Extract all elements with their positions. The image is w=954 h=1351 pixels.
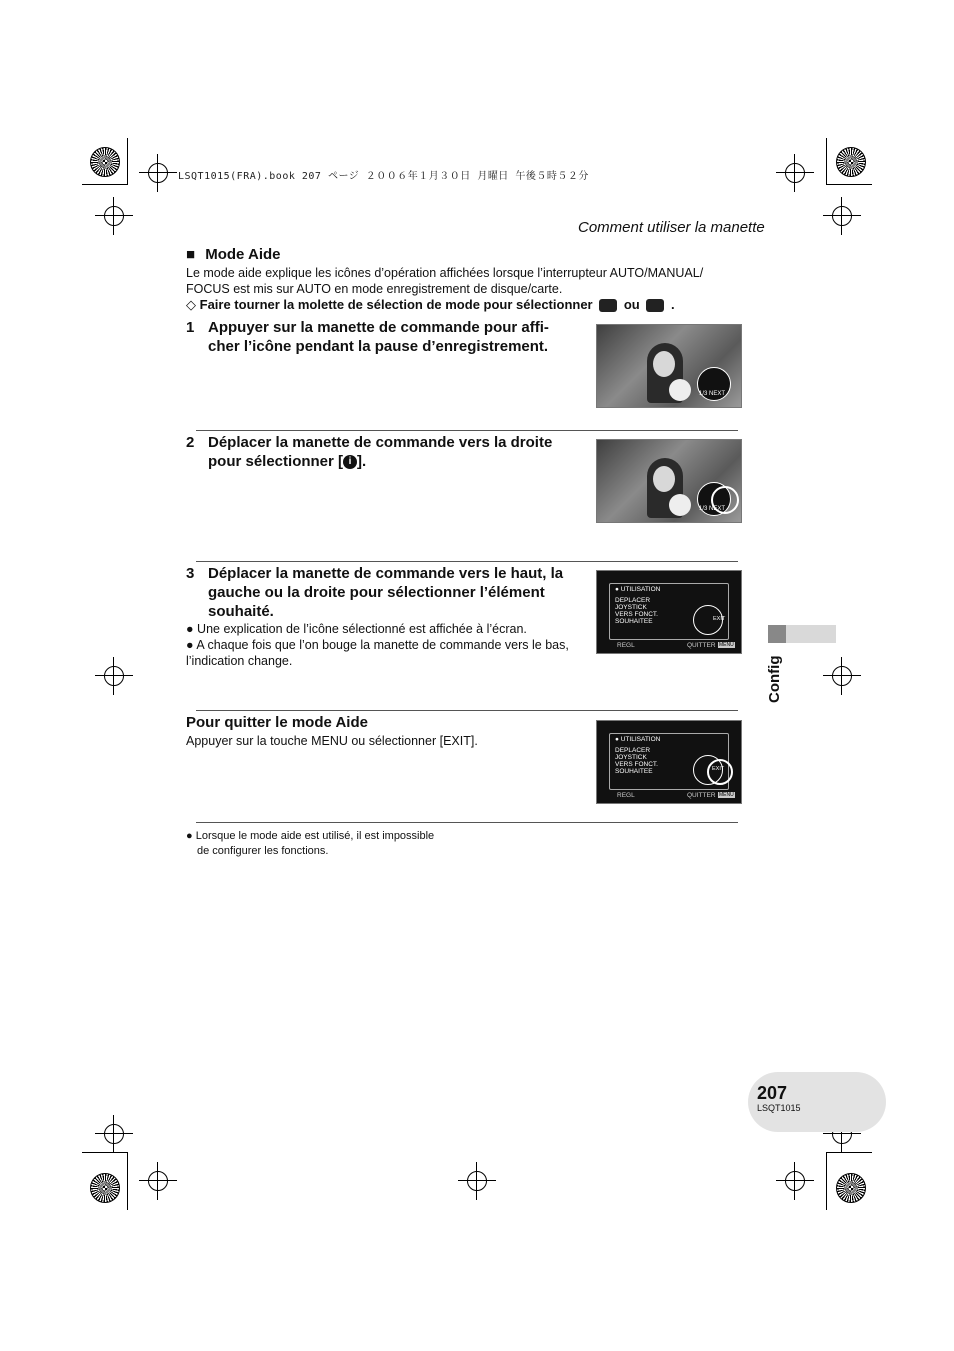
- menu-item: JOYSTICK: [615, 604, 647, 611]
- step-3-bullet-2: [186, 637, 586, 669]
- registration-sunburst-bottom-right: [836, 1173, 866, 1203]
- next-label: 1/3 NEXT: [699, 506, 726, 512]
- registration-sunburst-top-left: [90, 147, 120, 177]
- divider: [196, 430, 738, 431]
- crop-mark: [127, 138, 128, 185]
- photo-camera-icon: [646, 299, 664, 312]
- section-intro: Le mode aide explique les icônes d’opération affichées lorsque l’interrupteur AUTO/MANUAL/ FOCUS est mis sur AUTO en mode enregistrement de disque/carte.: [186, 266, 704, 296]
- side-tab-marker: [768, 625, 786, 643]
- step-2-text: [208, 433, 588, 471]
- crop-mark: [826, 138, 827, 185]
- crosshair-mark: [148, 1171, 168, 1191]
- square-bullet-icon: ■: [186, 246, 196, 263]
- next-label: 1/3 NEXT: [699, 391, 726, 397]
- menu-tag: MENU: [719, 792, 734, 798]
- menu-item: VERS FONCT.: [615, 611, 658, 618]
- crosshair-mark: [785, 163, 805, 183]
- section-title: [186, 246, 281, 263]
- quit-screen-image: [596, 720, 742, 804]
- menu-left-footer: REGL: [617, 792, 635, 799]
- menu-item: DEPLACER: [615, 747, 651, 754]
- step-2-screen-image: [596, 439, 742, 523]
- info-icon: i: [343, 455, 357, 469]
- crop-mark: [127, 1152, 128, 1210]
- note-line-2: de configurer les fonctions.: [197, 845, 329, 857]
- step-3-bullet-1: [186, 621, 586, 637]
- crosshair-mark: [104, 206, 124, 226]
- registration-sunburst-bottom-left: [90, 1173, 120, 1203]
- page-number: 207: [757, 1083, 788, 1103]
- crosshair-mark: [148, 163, 168, 183]
- exit-label: EXIT: [713, 616, 726, 622]
- face-shape: [653, 351, 675, 377]
- divider: [196, 561, 738, 562]
- menu-right-footer: QUITTER: [687, 792, 716, 799]
- exit-label: EXIT: [712, 766, 725, 772]
- quit-text: Appuyer sur la touche MENU ou sélectionner [EXIT].: [186, 734, 478, 748]
- side-tab: [768, 625, 836, 643]
- bullet-text: Une explication de l’icône sélectionné est affichée à l’écran.: [197, 622, 527, 636]
- step-1-text: Appuyer sur la manette de commande pour affi- cher l’icône pendant la pause d’enregistrement.: [208, 319, 549, 355]
- crosshair-mark: [467, 1171, 487, 1191]
- step-1-number: 1: [186, 319, 195, 336]
- crop-mark: [826, 1152, 827, 1210]
- step-3-text: Déplacer la manette de commande vers le haut, la gauche ou la droite pour sélectionner l’élément souhaité.: [208, 565, 564, 620]
- menu-title: ● UTILISATION: [615, 736, 661, 743]
- page-code: LSQT1015: [757, 1103, 801, 1113]
- crosshair-mark: [104, 666, 124, 686]
- running-header: Comment utiliser la manette: [578, 219, 765, 236]
- registration-sunburst-top-right: [836, 147, 866, 177]
- menu-item: DEPLACER: [615, 597, 651, 604]
- step-3-number: 3: [186, 565, 195, 582]
- step-1-screen-image: [596, 324, 742, 408]
- precondition-text: Faire tourner la molette de sélection de mode pour sélectionner: [199, 297, 593, 312]
- divider: [196, 822, 738, 823]
- bullet-text: A chaque fois que l’on bouge la manette de commande vers le bas, l’indication change.: [186, 638, 569, 668]
- menu-item: SOUHAITEE: [615, 618, 653, 625]
- crosshair-mark: [104, 1124, 124, 1144]
- bullet-icon: ●: [186, 830, 193, 842]
- crosshair-mark: [832, 206, 852, 226]
- step-2-text-end: ].: [357, 453, 367, 470]
- quit-title: Pour quitter le mode Aide: [186, 714, 368, 731]
- print-header: LSQT1015(FRA).book 207 ページ ２００６年１月３０日 月曜日 午後５時５２分: [178, 171, 589, 182]
- menu-tag: MENU: [719, 642, 734, 648]
- face-shape: [653, 466, 675, 492]
- menu-item: SOUHAITEE: [615, 768, 653, 775]
- step-2-text-main: Déplacer la manette de commande vers la droite pour sélectionner [: [208, 434, 553, 470]
- menu-item: JOYSTICK: [615, 754, 647, 761]
- crop-mark: [82, 184, 128, 185]
- menu-item: VERS FONCT.: [615, 761, 658, 768]
- diamond-icon: ◇: [186, 297, 196, 312]
- note: [186, 829, 434, 859]
- bullet-icon: ●: [186, 638, 194, 652]
- precondition-period: .: [671, 297, 675, 312]
- exit-highlight-ring-icon: [707, 759, 733, 785]
- divider: [196, 710, 738, 711]
- section-title-text: Mode Aide: [205, 246, 281, 263]
- menu-right-footer: QUITTER: [687, 642, 716, 649]
- plush-toy: [669, 494, 691, 516]
- crop-mark: [826, 1152, 872, 1153]
- menu-title: ● UTILISATION: [615, 586, 661, 593]
- crosshair-mark: [832, 666, 852, 686]
- precondition: [186, 297, 675, 313]
- crosshair-mark: [785, 1171, 805, 1191]
- side-tab-label: Config: [766, 655, 783, 703]
- precondition-or: ou: [623, 297, 640, 312]
- menu-left-footer: REGL: [617, 642, 635, 649]
- movie-camera-icon: [599, 299, 617, 312]
- crop-mark: [82, 1152, 128, 1153]
- bullet-icon: ●: [186, 622, 194, 636]
- step-2-number: 2: [186, 434, 195, 451]
- plush-toy: [669, 379, 691, 401]
- note-line-1: ● Lorsque le mode aide est utilisé, il est impossible: [186, 830, 435, 842]
- crop-mark: [826, 184, 872, 185]
- step-3-screen-image: [596, 570, 742, 654]
